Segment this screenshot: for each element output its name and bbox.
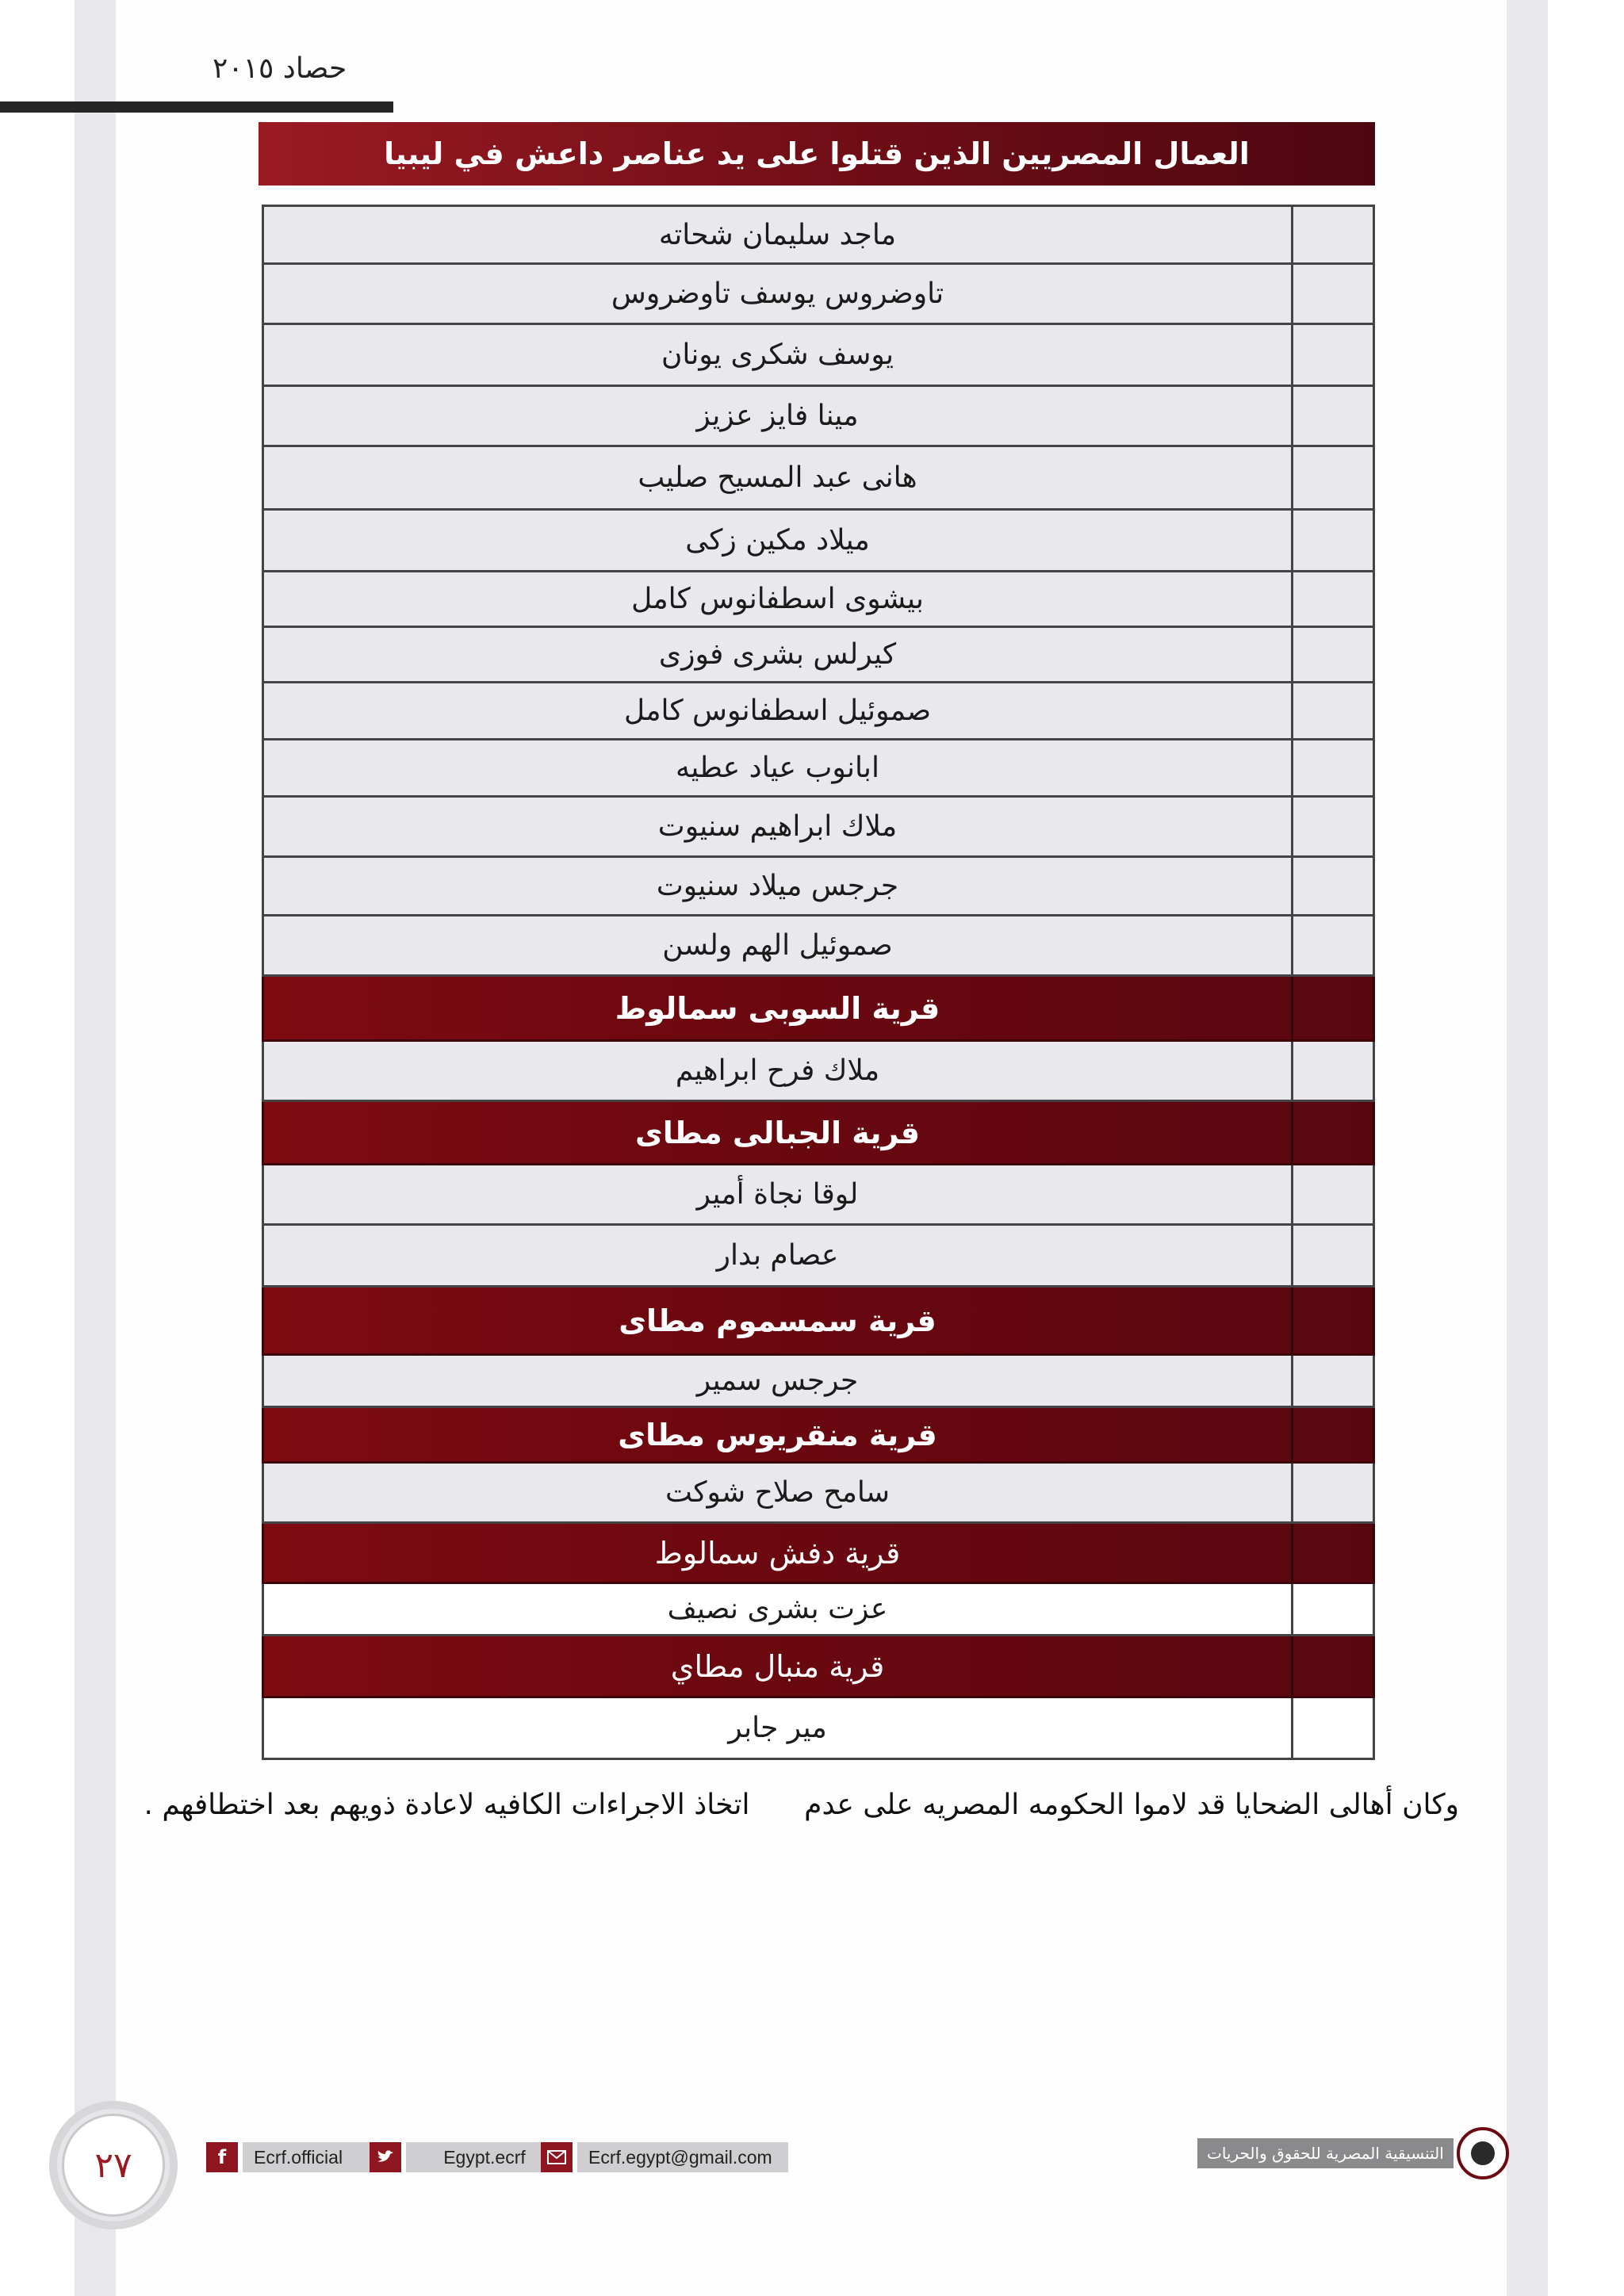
village-row <box>262 1408 1375 1464</box>
victim-name: يوسف شكرى يونان <box>262 325 1291 387</box>
victim-name: جرجس ميلاد سنيوت <box>262 858 1291 916</box>
organization-badge <box>1197 2133 1509 2174</box>
email-icon <box>541 2142 573 2172</box>
index-cell <box>1291 1288 1375 1356</box>
village-row <box>262 977 1375 1042</box>
victim-row <box>262 1464 1375 1524</box>
victim-name: عصام بدار <box>262 1226 1291 1288</box>
organization-name: التنسيقية المصرية للحقوق والحريات <box>1197 2138 1454 2168</box>
index-cell <box>1291 387 1375 447</box>
index-cell <box>1291 1165 1375 1226</box>
victim-row <box>262 387 1375 447</box>
page-number: ٢٧ <box>62 2114 165 2217</box>
index-cell <box>1291 265 1375 325</box>
victim-row <box>262 325 1375 387</box>
victim-row <box>262 628 1375 683</box>
facebook-icon: f <box>206 2142 238 2172</box>
index-cell <box>1291 1226 1375 1288</box>
victim-name: عزت بشرى نصيف <box>262 1584 1291 1636</box>
victim-name: ميلاد مكين زكى <box>262 511 1291 572</box>
index-cell <box>1291 628 1375 683</box>
village-name: قرية السوبى سمالوط <box>262 977 1291 1042</box>
village-row <box>262 1288 1375 1356</box>
victim-name: مينا فايز عزيز <box>262 387 1291 447</box>
victim-row <box>262 572 1375 628</box>
twitter-icon <box>370 2142 401 2172</box>
left-margin-strip <box>75 0 116 2296</box>
victim-row <box>262 265 1375 325</box>
index-cell <box>1291 511 1375 572</box>
index-cell <box>1291 1102 1375 1165</box>
victims-table <box>262 205 1375 1760</box>
index-cell <box>1291 798 1375 858</box>
victim-row <box>262 447 1375 511</box>
victim-row <box>262 1356 1375 1408</box>
index-cell <box>1291 1464 1375 1524</box>
index-cell <box>1291 1042 1375 1102</box>
victim-row <box>262 1226 1375 1288</box>
victim-name: بيشوى اسطفانوس كامل <box>262 572 1291 628</box>
village-row <box>262 1524 1375 1584</box>
index-cell <box>1291 572 1375 628</box>
index-cell <box>1291 447 1375 511</box>
victim-name: ملاك فرح ابراهيم <box>262 1042 1291 1102</box>
victim-row <box>262 1165 1375 1226</box>
village-name: قرية الجبالى مطاى <box>262 1102 1291 1165</box>
victim-name: جرجس سمير <box>262 1356 1291 1408</box>
page-number-badge <box>49 2101 178 2229</box>
victim-name: مير جابر <box>262 1698 1291 1760</box>
village-name: قرية منبال مطاي <box>262 1636 1291 1698</box>
victim-row <box>262 1698 1375 1760</box>
table-title: العمال المصريين الذين قتلوا على يد عناصر داعش في ليبيا <box>259 122 1375 186</box>
victim-name: ماجد سليمان شحاته <box>262 205 1291 265</box>
index-cell <box>1291 977 1375 1042</box>
index-cell <box>1291 325 1375 387</box>
index-cell <box>1291 1524 1375 1584</box>
victim-row <box>262 798 1375 858</box>
victim-name: هانى عبد المسيح صليب <box>262 447 1291 511</box>
village-row <box>262 1102 1375 1165</box>
index-cell <box>1291 683 1375 740</box>
closing-paragraph: وكان أهالى الضحايا قد لاموا الحكومه المصريه على عدم اتخاذ الاجراءات الكافيه لاعادة ذويهم بعد اختطافهم . <box>144 1789 1459 1821</box>
right-margin-strip <box>1507 0 1548 2296</box>
running-head: حصاد ٢٠١٥ <box>213 52 347 85</box>
index-cell <box>1291 1408 1375 1464</box>
victim-row <box>262 858 1375 916</box>
facebook-handle: Ecrf.official <box>243 2142 382 2172</box>
index-cell <box>1291 858 1375 916</box>
header-rule <box>0 101 393 113</box>
index-cell <box>1291 205 1375 265</box>
victim-row <box>262 1042 1375 1102</box>
index-cell <box>1291 1636 1375 1698</box>
victim-row <box>262 1584 1375 1636</box>
victim-row <box>262 683 1375 740</box>
victim-row <box>262 916 1375 977</box>
victim-row <box>262 205 1375 265</box>
email-address: Ecrf.egypt@gmail.com <box>577 2142 788 2172</box>
village-name: قرية سمسموم مطاى <box>262 1288 1291 1356</box>
victim-row <box>262 740 1375 798</box>
victim-name: كيرلس بشرى فوزى <box>262 628 1291 683</box>
index-cell <box>1291 1356 1375 1408</box>
index-cell <box>1291 916 1375 977</box>
village-row <box>262 1636 1375 1698</box>
victim-name: صموئيل اسطفانوس كامل <box>262 683 1291 740</box>
organization-logo-icon <box>1457 2127 1509 2179</box>
victim-name: ملاك ابراهيم سنيوت <box>262 798 1291 858</box>
victim-name: صموئيل الهم ولسن <box>262 916 1291 977</box>
victim-name: تاوضروس يوسف تاوضروس <box>262 265 1291 325</box>
village-name: قرية منقريوس مطاى <box>262 1408 1291 1464</box>
twitter-handle: Egypt.ecrf <box>406 2142 563 2172</box>
twitter-link[interactable] <box>370 2142 563 2172</box>
victim-name: لوقا نجاة أمير <box>262 1165 1291 1226</box>
index-cell <box>1291 740 1375 798</box>
email-link[interactable] <box>541 2142 788 2172</box>
facebook-link[interactable] <box>206 2142 382 2172</box>
victim-name: سامح صلاح شوكت <box>262 1464 1291 1524</box>
index-cell <box>1291 1584 1375 1636</box>
village-name: قرية دفش سمالوط <box>262 1524 1291 1584</box>
victim-row <box>262 511 1375 572</box>
victim-name: ابانوب عياد عطيه <box>262 740 1291 798</box>
index-cell <box>1291 1698 1375 1760</box>
